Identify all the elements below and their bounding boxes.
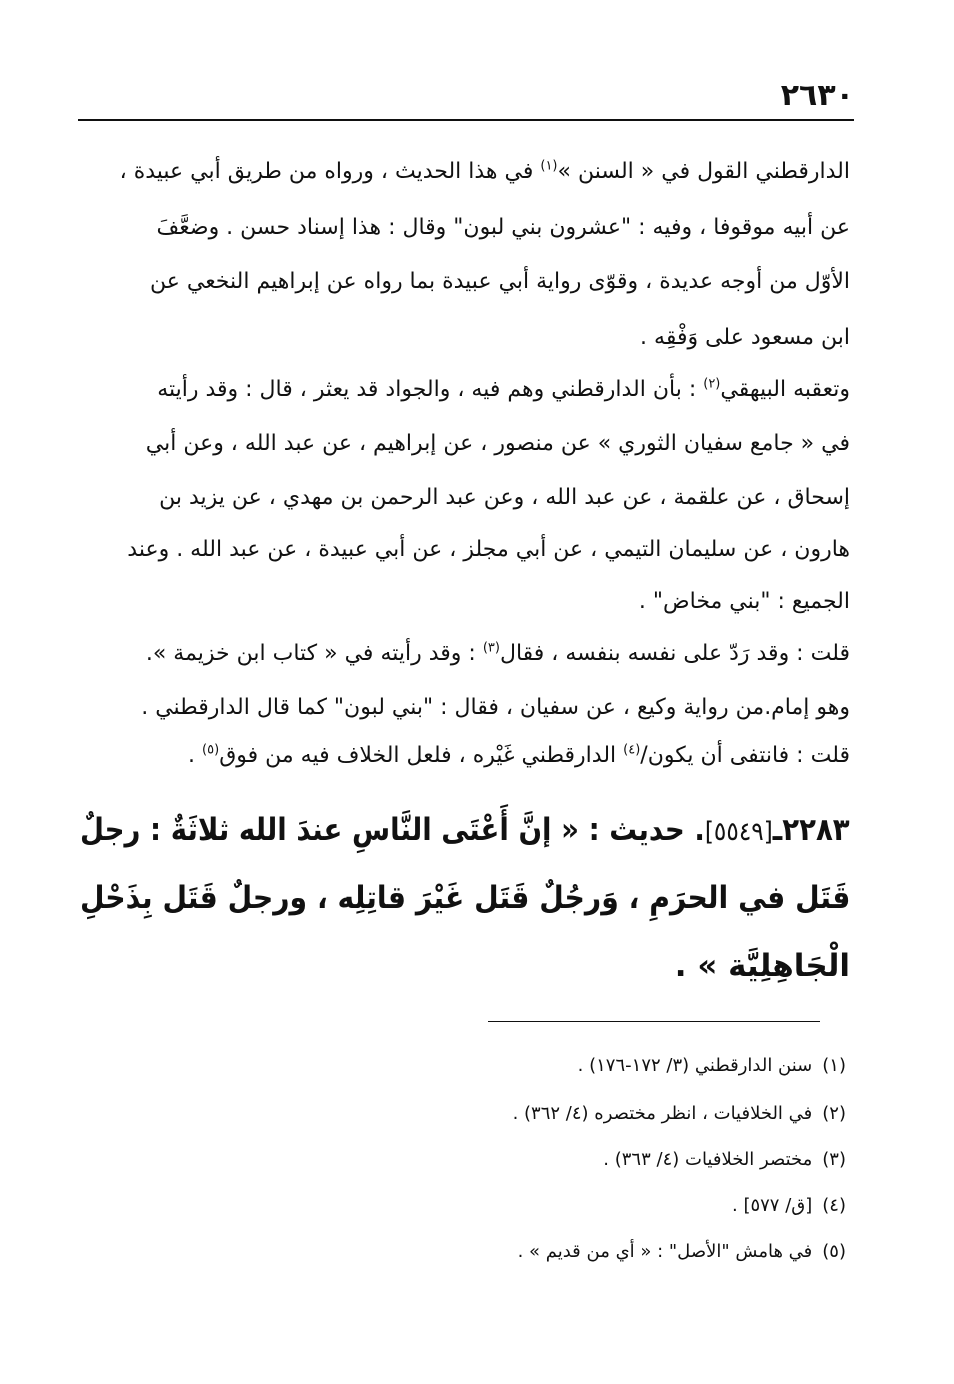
text-segment: الدارقطني غَيْره ، فلعل الخلاف فيه من فوق [219,743,624,768]
text-segment: . [188,743,203,768]
footnote-text: [ق/ ٥٧٧] . [732,1195,813,1216]
hadith-reference: [٥٥٤٩] [705,817,774,847]
footnote-separator [488,1021,820,1022]
footnote-number: (١) [822,1055,846,1076]
text-segment: قلت : وقد رَدّ على نفسه بنفسه ، فقال [499,641,850,666]
text-line: إسحاق ، عن علقمة ، عن عبد الله ، وعن عبد الرحمن بن مهدي ، عن يزيد بن [159,485,850,510]
footnote-text: في هامش "الأصل" : « أي من قديم » . [517,1241,813,1262]
hadith-text-line: قَتَل في الحرَمِ ، وَرجُلٌ قَتَل غَيْرَ قاتِلِه ، ورجلٌ قَتَل بِذَحْلِ [79,880,850,916]
text-line [157,374,850,406]
hadith-number: ٢٢٨٣ـ [773,812,850,848]
footnote-item [578,1052,846,1080]
footnote-item [603,1146,846,1174]
footnote-text: في الخلافيات ، انظر مختصره (٤/ ٣٦٢) . [512,1103,813,1124]
text-line: وهو إمام.من رواية وكيع ، عن سفيان ، فقال : "بني لبون" كما قال الدارقطني . [141,695,850,720]
text-segment: قلت : فانتفى أن يكون/ [640,743,850,768]
text-segment: في هذا الحديث ، ورواه من طريق أبي عبيدة ، [119,159,541,184]
text-line [120,156,850,188]
footnote-number: (٣) [822,1149,846,1170]
footnote-marker: (٥) [202,742,220,758]
hadith-text: . حديث : « إنَّ أَعْتَى النَّاسِ عندَ الله ثلاثَةٌ : رجلٌ [80,812,706,848]
page-number: ٢٦٣٠ [780,78,854,113]
footnote-text: مختصر الخلافيات (٤/ ٣٦٣) . [603,1149,813,1170]
footnote-marker: (٤) [623,742,641,758]
text-line: في « جامع سفيان الثوري » عن منصور ، عن إبراهيم ، عن عبد الله ، وعن أبي [145,431,850,456]
text-line [188,740,850,772]
text-segment: : وقد رأيته في « كتاب ابن خزيمة ». [145,641,483,666]
footnote-number: (٤) [822,1195,846,1216]
hadith-text-line: الْجَاهِلِيَّة » . [674,948,850,984]
hadith-heading-line [80,808,850,854]
text-line: الأوّل من أوجه عديدة ، وقوّى رواية أبي عبيدة بما رواه عن إبراهيم النخعي عن [149,269,850,294]
footnote-item [513,1100,846,1128]
footnote-marker: (١) [540,158,558,174]
text-line: هارون ، عن سليمان التيمي ، عن أبي مجلز ، عن أبي عبيدة ، عن عبد الله . وعند [127,537,850,562]
text-line: عن أبيه موقوفا ، وفيه : "عشرون بني لبون" وقال : هذا إسناد حسن . وضعَّفَ [156,215,850,240]
text-line: الجميع : "بني مخاض" . [638,589,850,614]
header-rule [78,119,854,121]
footnote-number: (٥) [822,1241,846,1262]
footnote-number: (٢) [822,1103,846,1124]
footnote-marker: (٣) [482,640,500,656]
text-segment: : بأن الدارقطني وهم فيه ، والجواد قد يعثر ، قال : وقد رأيته [157,377,704,402]
text-line: ابن مسعود على وَفْقِه . [640,325,850,350]
text-line [146,638,850,670]
footnote-text: سنن الدارقطني (٣/ ١٧٢-١٧٦) . [577,1055,813,1076]
text-segment: الدارقطني القول في « السنن » [557,159,850,184]
footnote-item [732,1192,846,1220]
text-segment: وتعقبه البيهقي [720,377,850,402]
footnote-marker: (٢) [703,376,721,392]
footnote-item [518,1238,846,1266]
